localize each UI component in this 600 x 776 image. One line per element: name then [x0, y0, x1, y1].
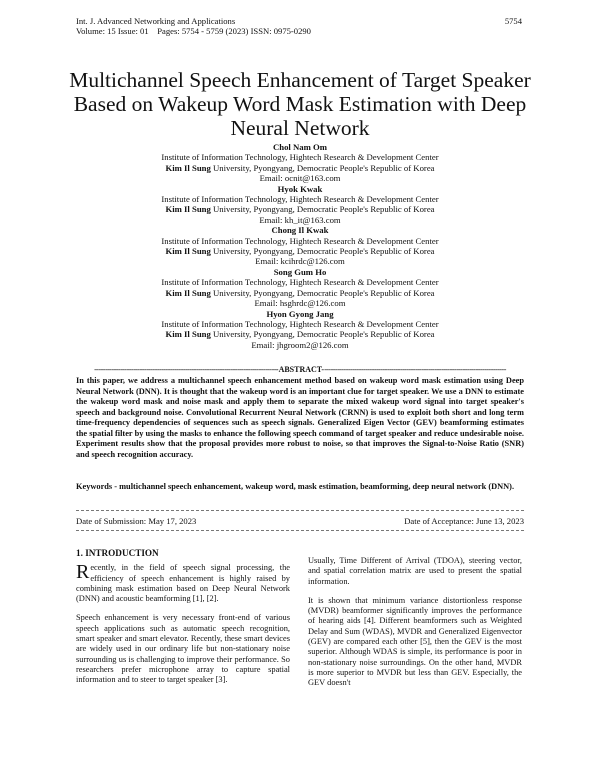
keywords: [76, 482, 524, 493]
author-block: [70, 142, 530, 350]
intro-paragraph-1: Recently, in the field of speech signal processing, the efficiency of speech enhancement is highly raised by combining mask estimation based on Deep Neural Network (DNN) and acoustic beamforming [1], [2].: [76, 561, 290, 604]
author-email: Email: hsghrdc@126.com: [254, 298, 346, 309]
intro-paragraph-3: Usually, Time Different of Arrival (TDOA), steering vector, and spatial correlation matrix are used to present the spatial information.: [308, 556, 522, 586]
author-email: Email: ocnit@163.com: [259, 173, 341, 184]
divider-top: [76, 510, 524, 511]
paper-title: Multichannel Speech Enhancement of Target Speaker Based on Wakeup Word Mask Estimation with Deep Neural Network: [69, 68, 531, 140]
author-name: Chong Il Kwak: [271, 225, 329, 236]
author-name: Song Gum Ho: [273, 266, 327, 277]
keywords-label: Keywords -: [76, 482, 120, 491]
author-3: [70, 267, 530, 309]
right-column: [308, 556, 522, 698]
author-email: Email: kh_it@163.com: [259, 214, 341, 225]
author-affiliation: Institute of Information Technology, Hightech Research & Development Center: [161, 235, 439, 246]
author-university: Kim Il Sung University, Pyongyang, Democratic People's Republic of Korea: [165, 162, 435, 173]
author-university: Kim Il Sung University, Pyongyang, Democratic People's Republic of Korea: [165, 287, 435, 298]
abstract-text: In this paper, we address a multichannel speech enhancement method based on wakeup word mask estimation using Deep Neural Network (DNN). It is thought that the wakeup word is an important clue for target speaker. We use a DNN to estimate the wakeup word mask and noise mask and apply them to separate the mixed wakeup word signal into target speaker's speech and background noise. Convolutional Recurrent Neural Network (CRNN) is used to exploit both short and long term time-frequency dependencies of sequences such as speech signals. Generalized Eigen Vector (GEV) beamforming estimates the spatial filter by using the masks to enhance the following speech command of target speaker and reduce undesirable noise. Experiment results show that the proposal provides more robust to noise, so that improves the Signal-to-Noise Ratio (SNR) and speech recognition accuracy.: [76, 376, 524, 459]
author-email: Email: kcihrdc@126.com: [255, 256, 345, 267]
abstract-divider: -------------------------------------------------------------------------------------ABSTRACT-------------------------------------------------------------------------------------: [94, 365, 506, 374]
volume-info: Volume: 15 Issue: 01 Pages: 5754 - 5759 (2023) ISSN: 0975-0290: [76, 26, 311, 36]
author-name: Hyok Kwak: [277, 183, 323, 194]
abstract-label: -ABSTRACT-: [275, 365, 325, 374]
intro-paragraph-4: It is shown that minimum variance distortionless response (MVDR) beamformer significantly improves the performance of hearing aids [4]. Different beamformers such as Weighted Delay and Sum (WDAS), MVDR and Generalized Eigenvector (GEV) are compared each other [5], then the GEV is the most superior. Although WDAS is simple, its performance is poor in non-stationary noise surroundings. On the other hand, MVDR is more superior to MVDR but less than GEV. Especially, the GEV doesn't: [308, 595, 522, 688]
intro-paragraph-2: Speech enhancement is very necessary front-end of various speech applications such as automatic speech recognition, smart speaker and smart elevator. Recently, these smart devices are widely used in our ordinary life but non-stationary noise surrounding us is challenging to improve their performance. So researchers prefer microphone array to capture spatial information and to steer to target speaker [3].: [76, 613, 290, 685]
divider-bottom: [76, 530, 524, 531]
author-affiliation: Institute of Information Technology, Hightech Research & Development Center: [161, 277, 439, 288]
author-name: Chol Nam Om: [272, 142, 328, 152]
running-header: [76, 16, 311, 36]
author-affiliation: Institute of Information Technology, Hightech Research & Development Center: [161, 152, 439, 163]
author-name: Hyon Gyong Jang: [266, 308, 334, 319]
author-affiliation: Institute of Information Technology, Hightech Research & Development Center: [161, 318, 439, 329]
left-column: [76, 548, 290, 695]
journal-name: Int. J. Advanced Networking and Applications: [76, 16, 236, 26]
drop-cap: R: [76, 561, 90, 584]
submission-date: Date of Submission: May 17, 2023: [76, 516, 197, 526]
dates-row: [76, 516, 524, 526]
acceptance-date: Date of Acceptance: June 13, 2023: [404, 516, 524, 526]
page-number: 5754: [504, 16, 522, 26]
author-affiliation: Institute of Information Technology, Hightech Research & Development Center: [161, 194, 439, 205]
author-1: [70, 184, 530, 226]
author-0: [70, 142, 530, 184]
author-university: Kim Il Sung University, Pyongyang, Democratic People's Republic of Korea: [165, 204, 435, 215]
author-university: Kim Il Sung University, Pyongyang, Democratic People's Republic of Korea: [165, 246, 435, 257]
author-4: [70, 309, 530, 351]
author-university: Kim Il Sung University, Pyongyang, Democratic People's Republic of Korea: [165, 329, 435, 340]
author-email: Email: jhgroom2@126.com: [251, 339, 349, 350]
author-2: [70, 225, 530, 267]
keywords-text: multichannel speech enhancement, wakeup word, mask estimation, beamforming, deep neural network (DNN).: [119, 482, 515, 491]
section-heading: 1. INTRODUCTION: [76, 548, 159, 558]
